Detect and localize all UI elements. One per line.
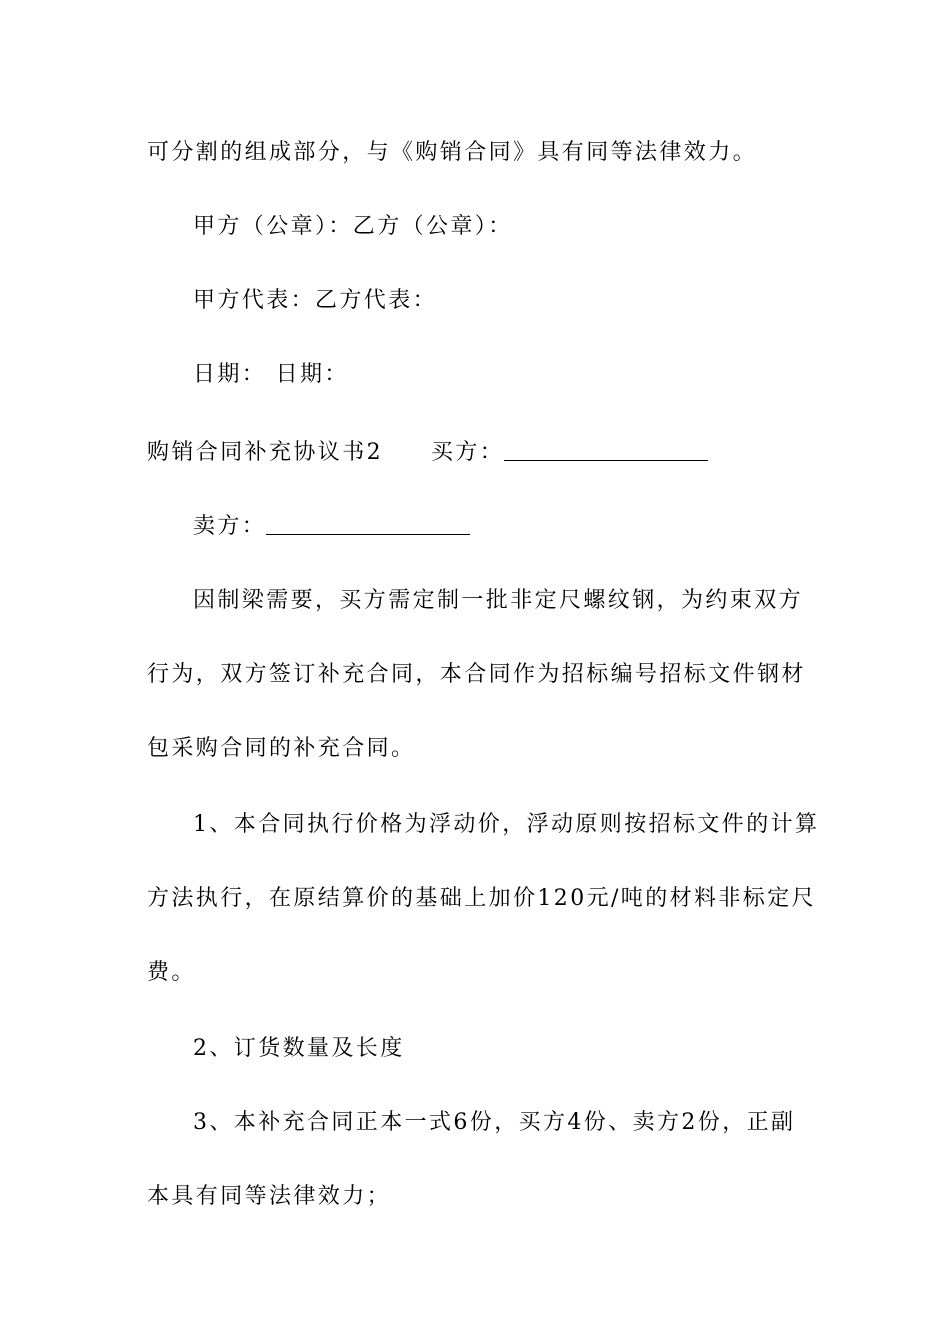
clause-2-line: 2、订货数量及长度 [193, 1036, 405, 1061]
date-line: 日期： 日期： [193, 362, 349, 387]
paragraph-line: 可分割的组成部分，与《购销合同》具有同等法律效力。 [147, 140, 758, 165]
clause-3-line: 本具有同等法律效力； [147, 1184, 392, 1209]
seller-line [193, 510, 863, 542]
party-representative-line: 甲方代表：乙方代表： [193, 288, 438, 313]
clause-1-line: 费。 [147, 960, 196, 985]
buyer-label: 买方： [431, 440, 505, 465]
title-buyer-line [147, 436, 817, 468]
paragraph-line: 包采购合同的补充合同。 [147, 736, 416, 761]
paragraph-line: 行为，双方签订补充合同，本合同作为招标编号招标文件钢材 [147, 662, 806, 687]
party-seal-line: 甲方（公章）：乙方（公章）： [193, 214, 513, 239]
clause-1-line: 方法执行，在原结算价的基础上加价120元/吨的材料非标定尺 [147, 886, 817, 911]
buyer-blank [504, 438, 708, 461]
clause-1-line: 1、本合同执行价格为浮动价，浮动原则按招标文件的计算 [193, 812, 820, 837]
agreement-title: 购销合同补充协议书2 [147, 440, 383, 465]
seller-label: 卖方： [193, 514, 267, 539]
clause-3-line: 3、本补充合同正本一式6份，买方4份、卖方2份，正副 [193, 1110, 796, 1135]
seller-blank [266, 512, 470, 535]
paragraph-line: 因制梁需要，买方需定制一批非定尺螺纹钢，为约束双方 [193, 588, 804, 613]
